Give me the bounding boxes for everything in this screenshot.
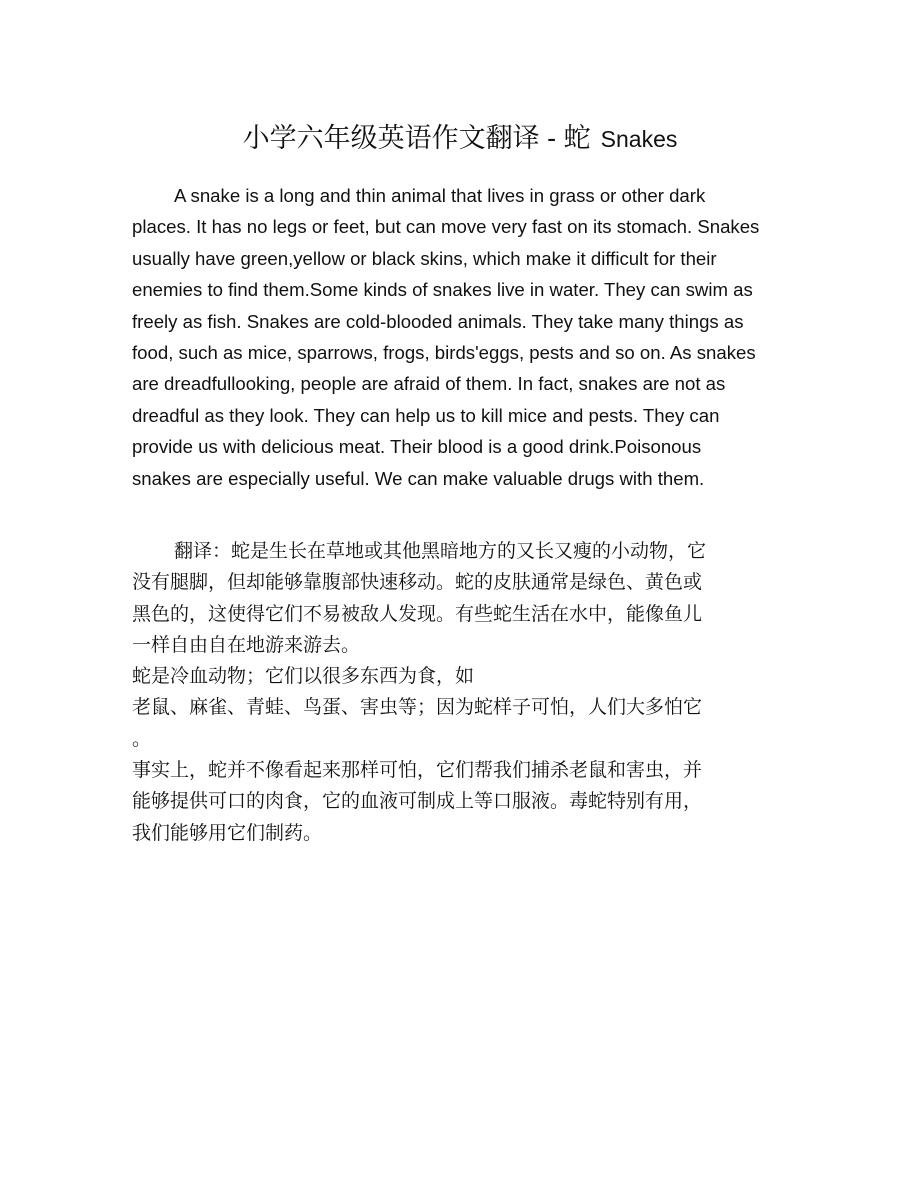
translation-line: 没有腿脚，但却能够靠腹部快速移动。蛇的皮肤通常是绿色、黄色或 [132,572,703,594]
translation-line: 我们能够用它们制药。 [132,822,323,844]
document-title [0,118,920,159]
title-english: Snakes [600,126,678,152]
translation-line: 蛇是冷血动物；它们以很多东西为食，如 [132,666,475,688]
translation-line: 事实上，蛇并不像看起来那样可怕，它们帮我们捕杀老鼠和害虫，并 [132,760,703,782]
chinese-translation [132,536,762,849]
translation-line: 翻译：蛇是生长在草地或其他黑暗地方的又长又瘦的小动物，它 [174,541,707,562]
english-essay-paragraph: A snake is a long and thin animal that lives in grass or other dark places. It has no legs or feet, but can move very fast on its stomach. Snakes usually have green,yellow or black skins, which make it difficult for their enemies to find them.Some kinds of snakes live in water. They can swim as freely as fish. Snakes are cold-blooded animals. They take many things as food, such as mice, sparrows, frogs, birds'eggs, pests and so on. As snakes are dreadfullooking, people are afraid of them. In fact, snakes are not as dreadful as they look. They can help us to kill mice and pests. They can provide us with delicious meat. Their blood is a good drink.Poisonous snakes are especially useful. We can make valuable drugs with them. [132,185,760,489]
translation-line: 一样自由自在地游来游去。 [132,634,361,656]
translation-line: 老鼠、麻雀、青蛙、鸟蛋、害虫等；因为蛇样子可怕，人们大多怕它 [132,697,703,719]
translation-line: 。 [132,728,152,750]
translation-line: 黑色的，这使得它们不易被敌人发现。有些蛇生活在水中，能像鱼儿 [132,603,703,625]
title-chinese: 小学六年级英语作文翻译 - 蛇 [242,123,591,153]
translation-line: 能够提供可口的肉食，它的血液可制成上等口服液。毒蛇特别有用， [132,791,703,813]
